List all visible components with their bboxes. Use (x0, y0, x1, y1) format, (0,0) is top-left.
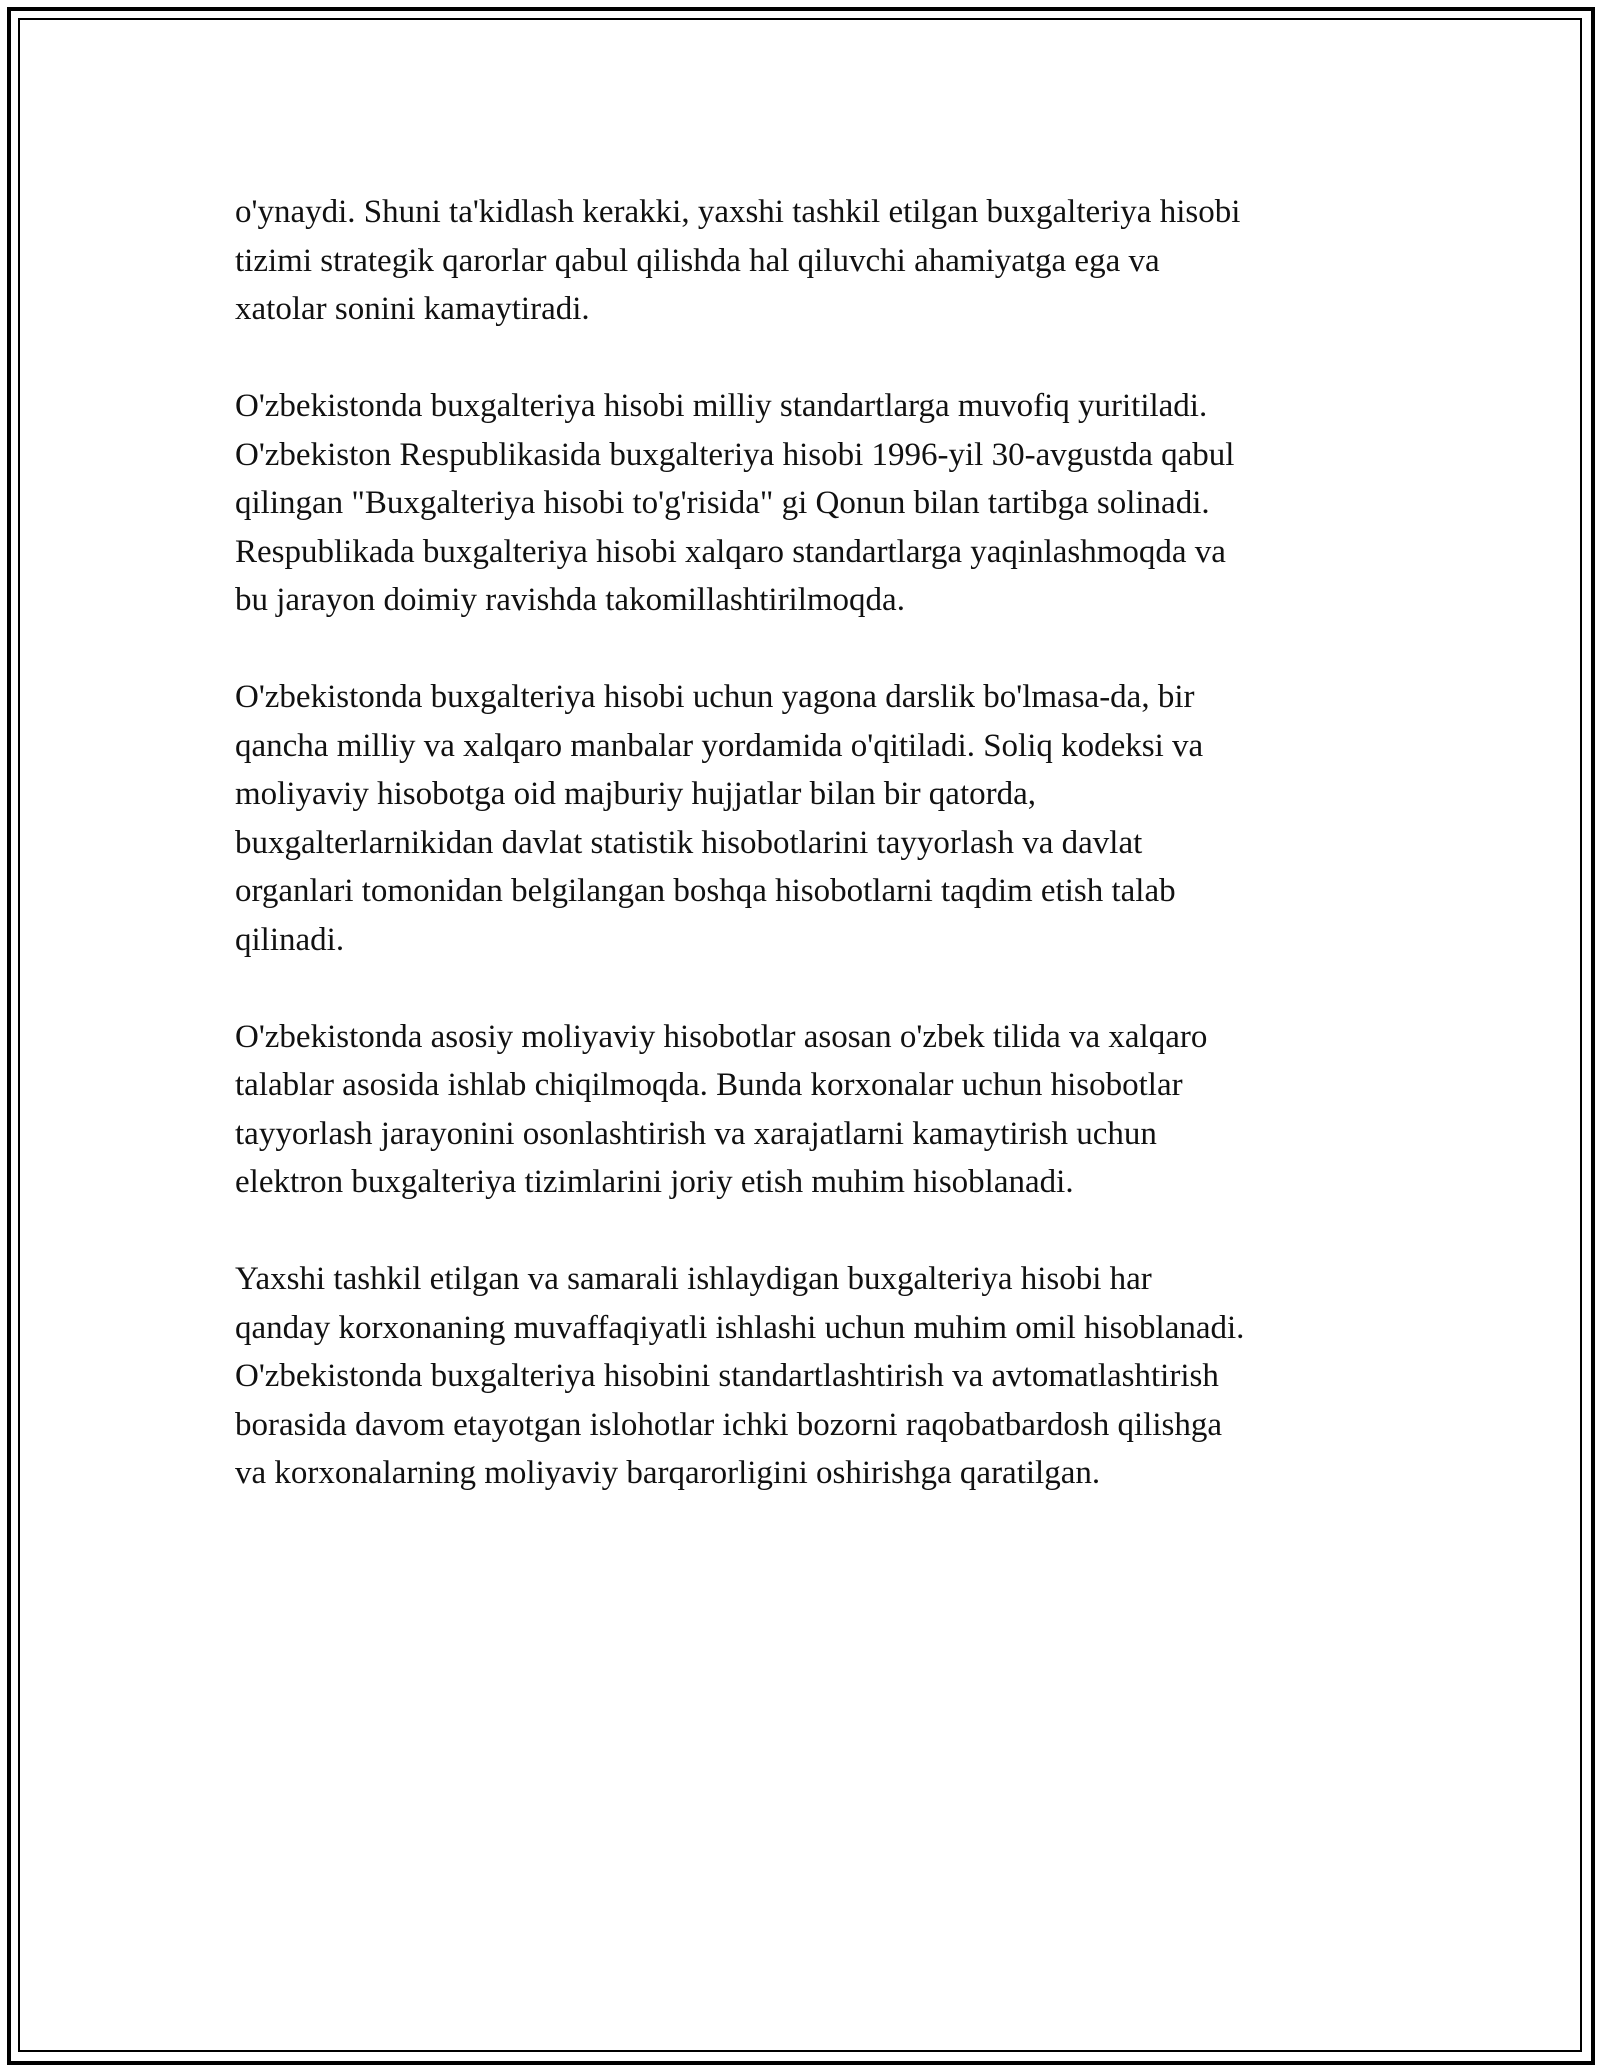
paragraph-line: qancha milliy va xalqaro manbalar yordamida o'qitiladi. Soliq kodeksi va (235, 727, 1204, 764)
paragraph-line: va korxonalarning moliyaviy barqarorligini oshirishga qaratilgan. (235, 1455, 1101, 1491)
paragraph-5 (235, 1255, 1375, 1498)
paragraph-line: bu jarayon doimiy ravishda takomillashtirilmoqda. (235, 582, 905, 618)
paragraph-1 (235, 188, 1375, 334)
paragraph-line: O'zbekistonda asosiy moliyaviy hisobotlar asosan o'zbek tilida va xalqaro (235, 1018, 1208, 1055)
paragraph-line: O'zbekistonda buxgalteriya hisobini standartlashtirish va avtomatlashtirish (235, 1358, 1219, 1394)
paragraph-line: o'ynaydi. Shuni ta'kidlash kerakki, yaxshi tashkil etilgan buxgalteriya hisobi (235, 194, 1241, 230)
paragraph-line: elektron buxgalteriya tizimlarini joriy etish muhim hisoblanadi. (235, 1164, 1074, 1200)
paragraph-2 (235, 382, 1375, 625)
paragraph-3 (235, 673, 1375, 964)
paragraph-line: qilinadi. (235, 921, 345, 958)
paragraph-line: talablar asosida ishlab chiqilmoqda. Bunda korxonalar uchun hisobotlar (235, 1067, 1183, 1103)
paragraph-line: tayyorlash jarayonini osonlashtirish va xarajatlarni kamaytirish uchun (235, 1115, 1157, 1152)
page-content (235, 188, 1375, 1498)
paragraph-line: qanday korxonaning muvaffaqiyatli ishlashi uchun muhim omil hisoblanadi. (235, 1309, 1245, 1346)
paragraph-line: organlari tomonidan belgilangan boshqa hisobotlarni taqdim etish talab (235, 873, 1176, 909)
paragraph-line: Respublikada buxgalteriya hisobi xalqaro standartlarga yaqinlashmoqda va (235, 533, 1226, 570)
paragraph-line: O'zbekistonda buxgalteriya hisobi uchun yagona darslik bo'lmasa-da, bir (235, 679, 1195, 715)
paragraph-line: borasida davom etayotgan islohotlar ichki bozorni raqobatbardosh qilishga (235, 1406, 1223, 1443)
paragraph-line: moliyaviy hisobotga oid majburiy hujjatlar bilan bir qatorda, (235, 776, 1037, 812)
paragraph-line: O'zbekiston Respublikasida buxgalteriya hisobi 1996-yil 30-avgustda qabul (235, 436, 1235, 473)
paragraph-line: buxgalterlarnikidan davlat statistik hisobotlarini tayyorlash va davlat (235, 824, 1143, 861)
paragraph-line: qilingan "Buxgalteriya hisobi to'g'risida" gi Qonun bilan tartibga solinadi. (235, 485, 1210, 521)
paragraph-line: O'zbekistonda buxgalteriya hisobi milliy standartlarga muvofiq yuritiladi. (235, 388, 1208, 424)
paragraph-line: tizimi strategik qarorlar qabul qilishda hal qiluvchi ahamiyatga ega va (235, 242, 1160, 279)
paragraph-4 (235, 1013, 1375, 1207)
paragraph-line: Yaxshi tashkil etilgan va samarali ishlaydigan buxgalteriya hisobi har (235, 1261, 1152, 1297)
paragraph-line: xatolar sonini kamaytiradi. (235, 291, 590, 327)
